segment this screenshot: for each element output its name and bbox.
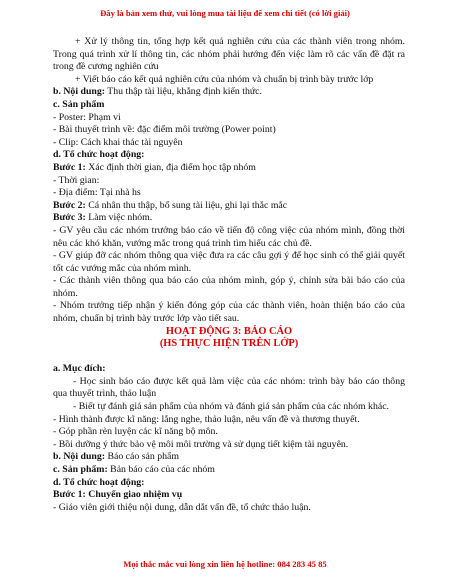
activity-title: HOẠT ĐỘNG 3: BÁO CÁO	[165, 325, 293, 337]
list-item: - GV giúp đỡ các nhóm thông qua việc đưa ra các câu gợi ý để học sinh có thể giải quyết tốt các vướng mắc của nhóm mình.	[53, 250, 405, 274]
step	[53, 212, 405, 225]
heading-text: Bản báo cáo của các nhóm	[107, 464, 215, 475]
list-item: - Học sinh báo cáo được kết quả làm việc của các nhóm: trình bày báo cáo thông qua thuyết trình, thảo luận	[53, 375, 405, 400]
heading-text: Báo cáo sản phẩm	[105, 451, 179, 463]
spacer	[53, 351, 405, 363]
section-heading: a. Mục đích:	[53, 363, 106, 375]
section-heading	[53, 464, 405, 477]
list-item: - Giáo viên giới thiệu nội dung, dẫn dắt vấn đề, tổ chức thảo luận.	[53, 501, 311, 513]
heading-label: b. Nội dung:	[53, 451, 105, 463]
step-text: Cá nhân thu thập, bổ sung tài liệu, ghi lại thắc mắc	[85, 199, 288, 211]
hotline-notice: Mọi thắc mắc vui lòng xin liên hệ hotline: 084 283 45 85	[123, 559, 327, 569]
paragraph: + Viết báo cáo kết quả nghiên cứu của nhóm và chuẩn bị trình bày trước lớp	[75, 73, 374, 85]
list-item: - Địa điểm: Tại nhà hs	[53, 187, 141, 199]
section-heading: c. Sản phẩm	[53, 98, 105, 110]
activity-subtitle: (HS THỰC HIỆN TRÊN LỚP)	[159, 338, 299, 350]
paragraph: + Xử lý thông tin, tổng hợp kết quả nghiên cứu của các thành viên trong nhóm. Trong quá trình xử lí thông tin, các nhóm phải hướng đến việc làm rõ các vấn đề đặt ra trong đề cương nghiên cứu	[53, 36, 405, 73]
step-label: Bước 3:	[53, 212, 86, 224]
section-heading: d. Tổ chức hoạt động:	[53, 149, 145, 161]
section-heading: d. Tổ chức hoạt động:	[53, 476, 145, 488]
heading-label: b. Nội dung:	[53, 86, 105, 98]
step	[53, 200, 405, 213]
section-heading	[53, 86, 405, 99]
list-item: - Poster: Phạm vi	[53, 111, 121, 123]
list-item: - Bồi dưỡng ý thức bảo vệ môi môi trường và sử dụng tiết kiệm tài nguyên.	[53, 438, 349, 450]
step	[53, 162, 405, 175]
list-item: - Clip: Cách khai thác tài nguyên	[53, 136, 183, 148]
list-item: - Nhóm trưởng tiếp nhận ý kiến đóng góp của các thành viên, hoàn thiện báo cáo của nhóm, chuẩn bị trình bày trước lớp vào tiết sau.	[53, 300, 405, 325]
list-item: - Góp phần rèn luyện các kĩ năng bộ môn.	[53, 426, 218, 438]
list-item: - Hình thành được kĩ năng: lắng nghe, thảo luận, nêu vấn đề và thương thuyết.	[53, 413, 360, 425]
list-item: - Thời gian:	[53, 174, 100, 186]
step-text: Xác định thời gian, địa điểm học tập nhóm	[85, 161, 256, 173]
heading-text: Thu thập tài liệu, khẳng định kiến thức.	[105, 86, 262, 98]
heading-label: c. Sản phẩm:	[53, 464, 108, 475]
list-item: - Các thành viên thông qua báo cáo của nhóm mình, góp ý, chỉnh sửa bài báo cáo của nhóm.	[53, 275, 405, 299]
step-heading: Bước 1: Chuyển giao nhiệm vụ	[53, 489, 183, 501]
step-label: Bước 2:	[53, 199, 86, 211]
step-label: Bước 1:	[53, 161, 86, 173]
list-item: - Biết tự đánh giá sản phẩm của nhóm và đánh giá sản phẩm của các nhóm khác.	[73, 401, 389, 413]
list-item: - GV yêu cầu các nhóm trưởng báo cáo về tiến độ công việc của nhóm mình, đồng thời nêu các khó khăn, vướng mắc trong quá trình tìm hiểu các chủ đề.	[53, 224, 405, 249]
preview-notice: Đây là bản xem thử, vui lòng mua tài liệu để xem chi tiết (có lời giải)	[100, 8, 350, 18]
section-heading	[53, 451, 405, 464]
list-item: - Bài thuyết trình về: đặc điểm môi trường (Power point)	[53, 124, 276, 136]
step-text: Làm việc nhóm.	[85, 212, 153, 224]
document-body	[53, 36, 405, 514]
